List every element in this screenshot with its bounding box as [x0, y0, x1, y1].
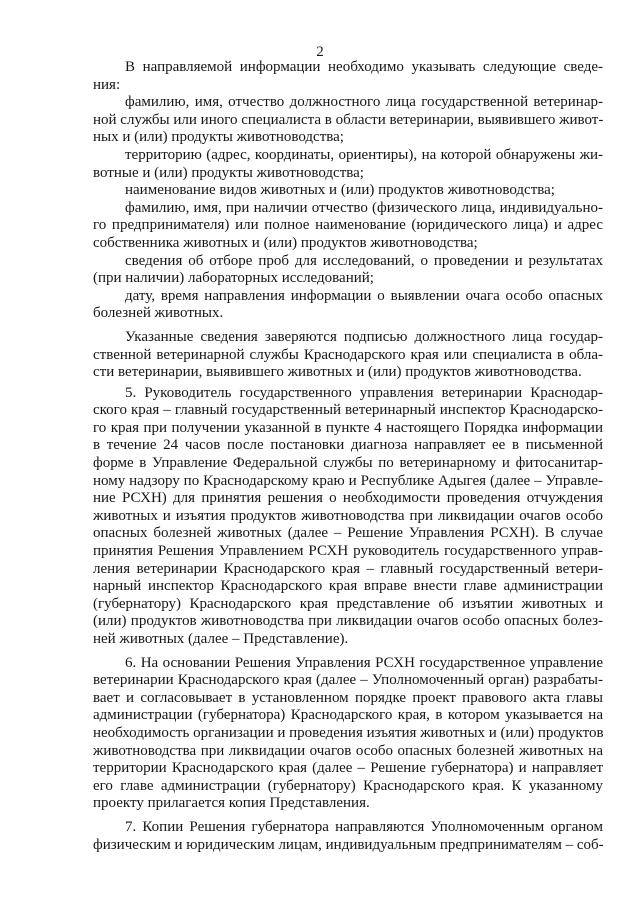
text-line: 7. Копии Решения губернатора направляются Уполномоченным органом: [125, 818, 603, 835]
text-line: ственной ветеринарной службы Краснодарского края или специалиста в обла-: [93, 346, 603, 363]
text-line: территорию (адрес, координаты, ориентиры), на которой обнаружены жи-: [125, 146, 603, 163]
text-line: В направляемой информации необходимо указывать следующие сведе-: [125, 59, 603, 75]
paragraph: [93, 94, 603, 147]
text-line: вотные и (или) продукты животноводства;: [93, 164, 364, 181]
text-line: наименование видов животных и (или) продуктов животноводства;: [125, 182, 555, 199]
text-line: сти ветеринарии, выявившего животных и (или) продуктов животноводства.: [93, 364, 582, 381]
text-line: ние РСХН) для принятия решения о необходимости проведения отчуждения: [93, 490, 603, 507]
text-line: ния:: [93, 76, 121, 93]
text-line: го края при получении указанной в пункте 4 настоящего Порядка информации: [93, 419, 603, 436]
text-line: (при наличии) лабораторных исследований;: [93, 270, 374, 287]
text-line: сведения об отборе проб для исследований, о проведении и результатах: [125, 252, 603, 269]
paragraph: [93, 288, 603, 323]
paragraph: [93, 329, 603, 382]
text-line: ского края – главный государственный ветеринарный инспектор Краснодарско-: [93, 402, 603, 419]
text-line: ней животных (далее – Представление).: [93, 631, 349, 647]
text-line: болезней животных.: [93, 305, 224, 322]
paragraph: [93, 182, 603, 200]
text-line: необходимость организации и проведения изъятия животных и (или) продуктов: [93, 724, 604, 741]
text-line: опасных болезней животных (далее – Решение Управления РСХН). В случае: [93, 525, 603, 542]
text-line: (или) продуктов животноводства при ликвидации очагов особо опасных болез-: [93, 613, 603, 630]
text-line: ления ветеринарии Краснодарского края – главный государственный ветери-: [93, 560, 603, 577]
document-body: [93, 59, 603, 854]
paragraph: [93, 59, 603, 94]
paragraph: [93, 385, 603, 649]
text-line: нарный инспектор Краснодарского края вправе внести главе администрации: [93, 578, 603, 595]
text-line: проекту прилагается копия Представления.: [93, 795, 370, 812]
page-number: 2: [316, 44, 324, 60]
text-line: ному надзору по Краснодарскому краю и Республике Адыгея (далее – Управле-: [93, 472, 603, 489]
paragraph: [93, 200, 603, 253]
text-line: форме в Управление Федеральной службы по ветеринарному и фитосанитар-: [93, 455, 603, 472]
text-line: ной службы или иного специалиста в области ветеринарии, выявившего живот-: [93, 111, 604, 128]
text-line: 5. Руководитель государственного управления ветеринарии Краснодар-: [125, 384, 603, 401]
text-line: дату, время направления информации о выявлении очага особо опасных: [125, 287, 603, 304]
text-line: животноводства при ликвидации очагов особо опасных болезней животных на: [93, 742, 603, 759]
paragraph: [93, 147, 603, 182]
text-line: (губернатору) Краснодарского края представление об изъятии животных и: [93, 595, 603, 612]
text-line: собственника животных и (или) продуктов животноводства;: [93, 234, 478, 251]
paragraph: [93, 819, 603, 854]
text-line: физическим и юридическим лицам, индивидуальным предпринимателям – соб-: [93, 836, 604, 853]
text-line: ветеринарии Краснодарского края (далее – Уполномоченный орган) разрабаты-: [93, 672, 603, 689]
text-line: го предпринимателя) или полное наименование (юридического лица) и адрес: [93, 217, 603, 234]
text-line: 6. На основании Решения Управления РСХН государственное управление: [125, 654, 603, 671]
text-line: администрации (губернатора) Краснодарского края, в котором указывается на: [93, 707, 603, 724]
paragraph: [93, 253, 603, 288]
text-line: Указанные сведения заверяются подписью должностного лица государ-: [125, 328, 603, 345]
text-line: животных и изъятия продуктов животноводства при ликвидации очагов особо: [93, 507, 603, 524]
text-line: территории Краснодарского края (далее – Решение губернатора) и направляет: [93, 760, 603, 777]
text-line: в течение 24 часов после постановки диагноза направляет ее в письменной: [93, 437, 603, 454]
text-line: фамилию, имя, при наличии отчество (физического лица, индивидуально-: [125, 199, 603, 216]
text-line: его главе администрации (губернатору) Краснодарского края. К указанному: [93, 777, 603, 794]
paragraph: [93, 655, 603, 813]
text-line: ных и (или) продукты животноводства;: [93, 129, 344, 146]
text-line: фамилию, имя, отчество должностного лица государственной ветеринар-: [125, 94, 603, 111]
text-line: вает и согласовывает в установленном порядке проект правового акта главы: [93, 689, 603, 706]
text-line: принятия Решения Управлением РСХН руководитель государственного управ-: [93, 543, 603, 560]
